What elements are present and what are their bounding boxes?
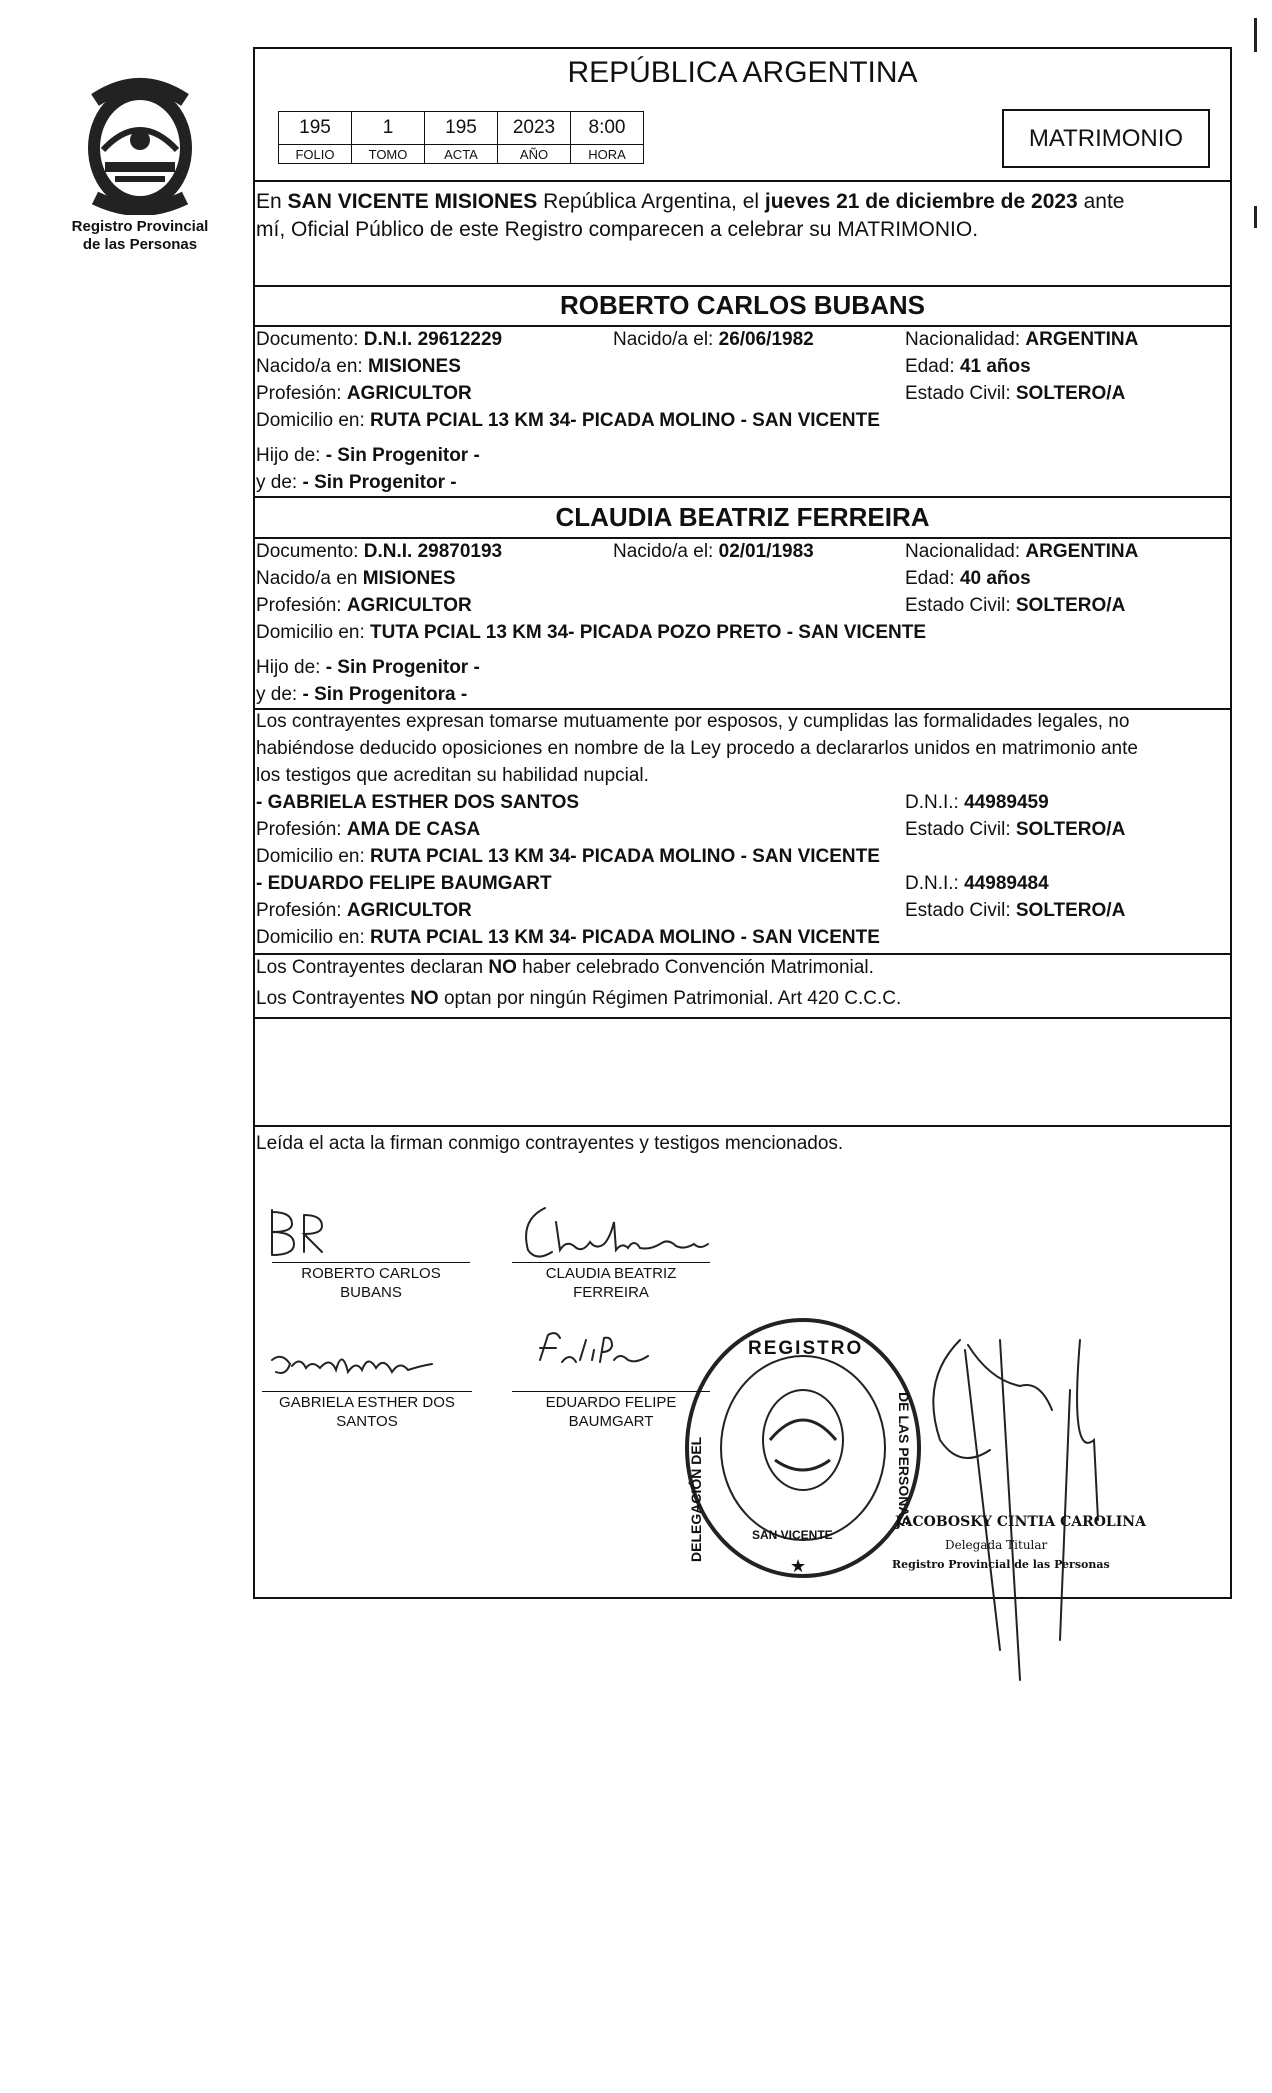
signature-oficial [933, 1340, 1098, 1680]
declaracion-line-3: los testigos que acreditan su habilidad nupcial. [256, 765, 649, 786]
seal-text-top: REGISTRO [748, 1338, 864, 1359]
testigo-1-name: - GABRIELA ESTHER DOS SANTOS [256, 792, 580, 813]
c1-hijo-de: Hijo de: - Sin Progenitor - [256, 445, 480, 466]
signature-line [512, 1391, 710, 1392]
intro-line-1: En SAN VICENTE MISIONES República Argentina, el jueves 21 de diciembre de 2023 ante [256, 190, 1125, 213]
testigo-1-dni: D.N.I.: 44989459 [905, 792, 1049, 813]
acta-value: 195 [425, 112, 498, 145]
c1-documento: Documento: D.N.I. 29612229 [256, 329, 503, 350]
c1-estado-civil: Estado Civil: SOLTERO/A [905, 383, 1126, 404]
c1-profesion: Profesión: AGRICULTOR [256, 383, 472, 404]
c2-domicilio: Domicilio en: TUTA PCIAL 13 KM 34- PICADA POZO PRETO - SAN VICENTE [256, 622, 927, 643]
seal-text-left: DELEGACIÓN DEL [688, 1436, 704, 1562]
c1-nacionalidad: Nacionalidad: ARGENTINA [905, 329, 1139, 350]
convencion-line-1: Los Contrayentes declaran NO haber celebrado Convención Matrimonial. [256, 957, 874, 978]
oficial-cargo: Delegada Titular [945, 1538, 1048, 1552]
convencion-line-2: Los Contrayentes NO optan por ningún Régimen Patrimonial. Art 420 C.C.C. [256, 988, 902, 1009]
c2-nacido-el: Nacido/a el: 02/01/1983 [613, 541, 814, 562]
seal-text-right: DE LAS PERSONAS [896, 1392, 912, 1526]
folio-value: 195 [279, 112, 352, 145]
testigo-1-profesion: Profesión: AMA DE CASA [256, 819, 481, 840]
cierre-text: Leída el acta la firman conmigo contrayentes y testigos mencionados. [256, 1133, 844, 1154]
scan-mark [1254, 206, 1257, 228]
signature-line [272, 1262, 470, 1263]
c2-y-de: y de: - Sin Progenitora - [256, 684, 468, 705]
testigo-2-domicilio: Domicilio en: RUTA PCIAL 13 KM 34- PICADA MOLINO - SAN VICENTE [256, 927, 880, 948]
c2-hijo-de: Hijo de: - Sin Progenitor - [256, 657, 480, 678]
contrayente-1-name: ROBERTO CARLOS BUBANS [560, 290, 925, 320]
c2-profesion: Profesión: AGRICULTOR [256, 595, 472, 616]
declaracion-line-1: Los contrayentes expresan tomarse mutuamente por esposos, y cumplidas las formalidades legales, no [256, 711, 1130, 732]
signer-3: GABRIELA ESTHER DOS SANTOS [279, 1394, 455, 1430]
hora-value: 8:00 [571, 112, 644, 145]
c1-y-de: y de: - Sin Progenitor - [256, 472, 457, 493]
anio-value: 2023 [498, 112, 571, 145]
c2-edad: Edad: 40 años [905, 568, 1031, 589]
signer-2: CLAUDIA BEATRIZ FERREIRA [545, 1265, 677, 1301]
testigo-2-dni: D.N.I.: 44989484 [905, 873, 1049, 894]
c1-nacido-el: Nacido/a el: 26/06/1982 [613, 329, 814, 350]
seal-star-icon: ★ [790, 1556, 807, 1576]
testigo-2-profesion: Profesión: AGRICULTOR [256, 900, 472, 921]
c2-estado-civil: Estado Civil: SOLTERO/A [905, 595, 1126, 616]
testigo-2-estado-civil: Estado Civil: SOLTERO/A [905, 900, 1126, 921]
seal-text-bottom: SAN VICENTE [752, 1528, 833, 1542]
oficial-name: JACOBOSKY CINTIA CAROLINA [895, 1514, 1146, 1530]
c1-nacido-en: Nacido/a en: MISIONES [256, 356, 461, 377]
testigo-2-name: - EDUARDO FELIPE BAUMGART [256, 873, 552, 894]
signer-1: ROBERTO CARLOS BUBANS [301, 1265, 441, 1301]
oficial-org: Registro Provincial de las Personas [892, 1558, 1110, 1571]
anio-label: AÑO [498, 145, 571, 164]
signature-line [512, 1262, 710, 1263]
tomo-value: 1 [352, 112, 425, 145]
testigo-1-domicilio: Domicilio en: RUTA PCIAL 13 KM 34- PICADA MOLINO - SAN VICENTE [256, 846, 880, 867]
testigo-1-estado-civil: Estado Civil: SOLTERO/A [905, 819, 1126, 840]
country-title: REPÚBLICA ARGENTINA [567, 56, 918, 89]
intro-line-2: mí, Oficial Público de este Registro comparecen a celebrar su MATRIMONIO. [256, 218, 979, 241]
contrayente-2-name: CLAUDIA BEATRIZ FERREIRA [555, 502, 930, 532]
c2-nacido-en: Nacido/a en MISIONES [256, 568, 456, 589]
c1-edad: Edad: 41 años [905, 356, 1031, 377]
scan-mark [1254, 18, 1257, 52]
c2-documento: Documento: D.N.I. 29870193 [256, 541, 503, 562]
c1-domicilio: Domicilio en: RUTA PCIAL 13 KM 34- PICADA MOLINO - SAN VICENTE [256, 410, 880, 431]
signature-roberto [272, 1210, 294, 1255]
acta-label: ACTA [425, 145, 498, 164]
signature-claudia [526, 1208, 708, 1257]
c2-nacionalidad: Nacionalidad: ARGENTINA [905, 541, 1139, 562]
signature-line [262, 1391, 472, 1392]
signature-felipe [540, 1333, 648, 1362]
tomo-label: TOMO [352, 145, 425, 164]
signer-4: EDUARDO FELIPE BAUMGART [545, 1394, 677, 1430]
record-type-box: MATRIMONIO [1002, 109, 1210, 168]
signature-gabriela [272, 1357, 432, 1373]
folio-label: FOLIO [279, 145, 352, 164]
declaracion-line-2: habiéndose deducido oposiciones en nombre de la Ley procedo a declararlos unidos en matrimonio ante [256, 738, 1138, 759]
registry-caption: Registro Provincial de las Personas [71, 218, 209, 253]
hora-label: HORA [571, 145, 644, 164]
